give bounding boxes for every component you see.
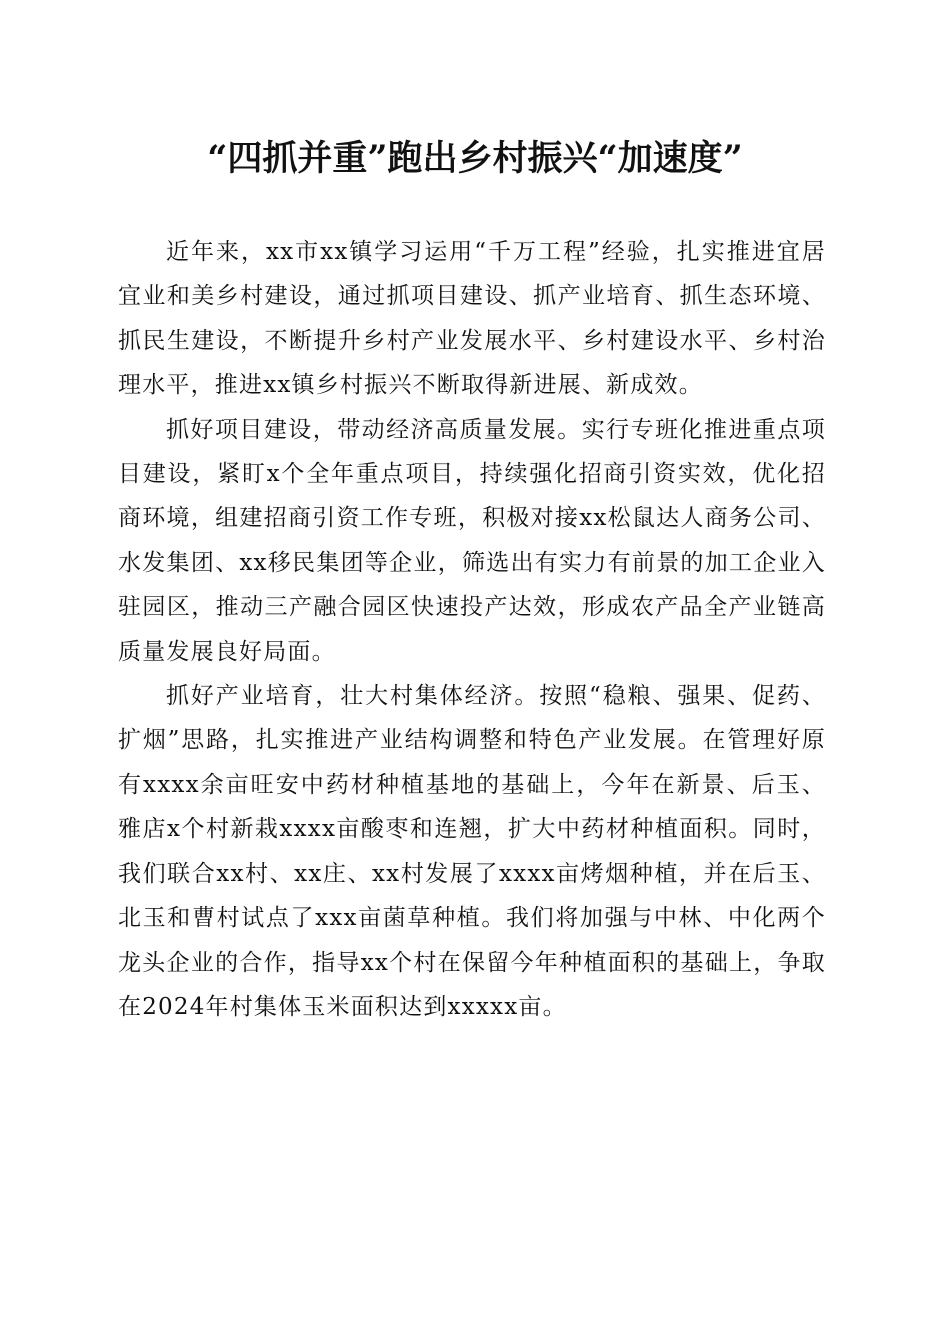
paragraph-project-construction: 抓好项目建设，带动经济高质量发展。实行专班化推进重点项目建设，紧盯x个全年重点项目，持续强化招商引资实效，优化招商环境，组建招商引资工作专班，积极对接xx松鼠达人商务公司、水发集团、xx移民集团等企业，筛选出有实力有前景的加工企业入驻园区，推动三产融合园区快速投产达效，形成农产品全产业链高质量发展良好局面。 — [118, 416, 826, 665]
paragraph-intro: 近年来，xx市xx镇学习运用“千万工程”经验，扎实推进宜居宜业和美乡村建设，通过抓项目建设、抓产业培育、抓生态环境、抓民生建设，不断提升乡村产业发展水平、乡村建设水平、乡村治理水平，推进xx镇乡村振兴不断取得新进展、新成效。 — [118, 239, 826, 399]
document-body — [118, 230, 826, 1029]
paragraph-industry-cultivation: 抓好产业培育，壮大村集体经济。按照“稳粮、强果、促药、扩烟”思路，扎实推进产业结构调整和特色产业发展。在管理好原有xxxx余亩旺安中药材种植基地的基础上，今年在新景、后玉、雅店x个村新栽xxxx亩酸枣和连翘，扩大中药材种植面积。同时，我们联合xx村、xx庄、xx村发展了xxxx亩烤烟种植，并在后玉、北玉和曹村试点了xxx亩菌草种植。我们将加强与中林、中化两个龙头企业的合作，指导xx个村在保留今年种植面积的基础上，争取在2024年村集体玉米面积达到xxxxx亩。 — [118, 683, 826, 1020]
document-title: “四抓并重”跑出乡村振兴“加速度” — [207, 138, 743, 179]
